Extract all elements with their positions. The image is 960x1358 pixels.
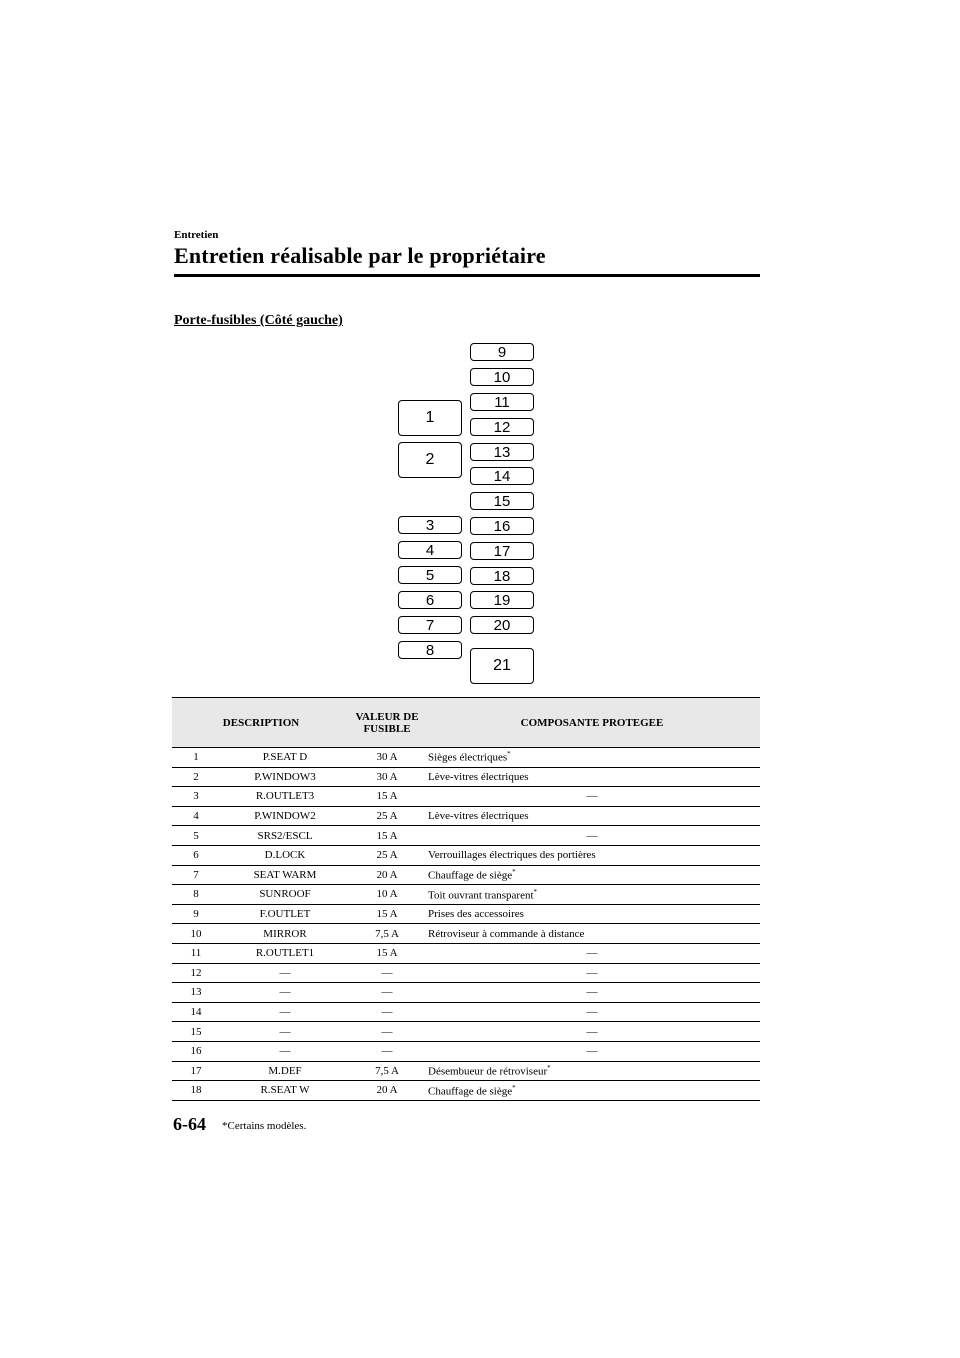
fuse-slot-6: 6 — [398, 591, 462, 609]
page-number: 6-64 — [173, 1114, 206, 1134]
table-row — [172, 963, 760, 983]
table-header-row — [172, 698, 760, 748]
fuse-value: 25 A — [350, 806, 424, 826]
fuse-value: 30 A — [350, 748, 424, 768]
fuse-slot-14: 14 — [470, 467, 534, 485]
page-title: Entretien réalisable par le propriétaire — [174, 243, 546, 268]
protected-component: Lève-vitres électriques — [424, 806, 760, 826]
section-label: Entretien — [174, 229, 219, 241]
fuse-description: R.SEAT W — [220, 1081, 350, 1101]
fuse-number: 12 — [172, 963, 220, 983]
fuse-slot-15: 15 — [470, 492, 534, 510]
fuse-table — [172, 697, 760, 1101]
footnote-asterisk: * — [512, 1083, 516, 1092]
fuse-number: 15 — [172, 1022, 220, 1042]
table-row — [172, 904, 760, 924]
protected-component: Prises des accessoires — [424, 904, 760, 924]
protected-component: Chauffage de siège* — [424, 865, 760, 885]
fuse-slot-16: 16 — [470, 517, 534, 535]
table-row — [172, 1061, 760, 1081]
fuse-slot-18: 18 — [470, 567, 534, 585]
fuse-value: — — [350, 1022, 424, 1042]
table-row — [172, 1022, 760, 1042]
fuse-number: 1 — [172, 748, 220, 768]
fuse-value: 15 A — [350, 787, 424, 807]
fuse-value: 20 A — [350, 865, 424, 885]
fuse-slot-10: 10 — [470, 368, 534, 386]
fuse-number: 9 — [172, 904, 220, 924]
fuse-description: — — [220, 963, 350, 983]
fuse-value: 15 A — [350, 904, 424, 924]
title-rule — [174, 274, 760, 277]
footnote: *Certains modèles. — [222, 1120, 307, 1132]
fuse-description: F.OUTLET — [220, 904, 350, 924]
fuse-slot-5: 5 — [398, 566, 462, 584]
fuse-slot-19: 19 — [470, 591, 534, 609]
fuse-number: 8 — [172, 885, 220, 905]
fuse-slot-4: 4 — [398, 541, 462, 559]
protected-component: Toit ouvrant transparent* — [424, 885, 760, 905]
protected-component: — — [424, 826, 760, 846]
fuse-slot-7: 7 — [398, 616, 462, 634]
fuse-description: — — [220, 1041, 350, 1061]
fuse-description: — — [220, 1002, 350, 1022]
fuse-number: 2 — [172, 767, 220, 787]
fuse-value: — — [350, 983, 424, 1003]
table-row — [172, 983, 760, 1003]
fuse-number: 11 — [172, 943, 220, 963]
fuse-description: SRS2/ESCL — [220, 826, 350, 846]
table-row — [172, 845, 760, 865]
fuse-slot-17: 17 — [470, 542, 534, 560]
header-description: DESCRIPTION — [172, 698, 350, 748]
fuse-slot-9: 9 — [470, 343, 534, 361]
fuse-description: R.OUTLET3 — [220, 787, 350, 807]
fuse-value: 7,5 A — [350, 924, 424, 944]
fuse-description: D.LOCK — [220, 845, 350, 865]
fuse-description: P.WINDOW3 — [220, 767, 350, 787]
fuse-number: 10 — [172, 924, 220, 944]
fuse-value: 10 A — [350, 885, 424, 905]
fuse-number: 5 — [172, 826, 220, 846]
fuse-description: SUNROOF — [220, 885, 350, 905]
fuse-value: 30 A — [350, 767, 424, 787]
table-row — [172, 787, 760, 807]
footnote-asterisk: * — [507, 750, 511, 759]
fuse-value: 20 A — [350, 1081, 424, 1101]
fuse-value: 15 A — [350, 826, 424, 846]
fuse-description: — — [220, 983, 350, 1003]
fuse-number: 14 — [172, 1002, 220, 1022]
table-row — [172, 1002, 760, 1022]
fuse-value: — — [350, 1002, 424, 1022]
protected-component: — — [424, 963, 760, 983]
fuse-value: 15 A — [350, 943, 424, 963]
fuse-value: — — [350, 1041, 424, 1061]
protected-component: Verrouillages électriques des portières — [424, 845, 760, 865]
fuse-number: 18 — [172, 1081, 220, 1101]
fuse-number: 16 — [172, 1041, 220, 1061]
fuse-description: SEAT WARM — [220, 865, 350, 885]
protected-component: — — [424, 983, 760, 1003]
fuse-description: MIRROR — [220, 924, 350, 944]
table-row — [172, 748, 760, 768]
fuse-slot-21: 21 — [470, 648, 534, 684]
table-row — [172, 826, 760, 846]
fuse-number: 7 — [172, 865, 220, 885]
protected-component: Chauffage de siège* — [424, 1081, 760, 1101]
fuse-slot-8: 8 — [398, 641, 462, 659]
table-row — [172, 885, 760, 905]
table-row — [172, 1041, 760, 1061]
fuse-slot-1: 1 — [398, 400, 462, 436]
fuse-number: 6 — [172, 845, 220, 865]
table-row — [172, 865, 760, 885]
fuse-description: R.OUTLET1 — [220, 943, 350, 963]
fuse-number: 13 — [172, 983, 220, 1003]
fuse-slot-13: 13 — [470, 443, 534, 461]
protected-component: — — [424, 943, 760, 963]
fuse-description: — — [220, 1022, 350, 1042]
fuse-slot-12: 12 — [470, 418, 534, 436]
fuse-number: 4 — [172, 806, 220, 826]
table-row — [172, 943, 760, 963]
footnote-asterisk: * — [547, 1063, 551, 1072]
fuse-description: P.WINDOW2 — [220, 806, 350, 826]
fuse-number: 17 — [172, 1061, 220, 1081]
protected-component: — — [424, 1041, 760, 1061]
table-row — [172, 1081, 760, 1101]
protected-component: — — [424, 1022, 760, 1042]
fuse-value: 25 A — [350, 845, 424, 865]
fuse-slot-11: 11 — [470, 393, 534, 411]
fuse-slot-3: 3 — [398, 516, 462, 534]
protected-component: Lève-vitres électriques — [424, 767, 760, 787]
header-composante: COMPOSANTE PROTEGEE — [424, 698, 760, 748]
protected-component: — — [424, 1002, 760, 1022]
fuse-number: 3 — [172, 787, 220, 807]
protected-component: — — [424, 787, 760, 807]
footnote-asterisk: * — [512, 868, 516, 877]
fuse-description: M.DEF — [220, 1061, 350, 1081]
fuse-slot-2: 2 — [398, 442, 462, 478]
protected-component: Rétroviseur à commande à distance — [424, 924, 760, 944]
footnote-asterisk: * — [533, 887, 538, 896]
fuse-slot-20: 20 — [470, 616, 534, 634]
table-row — [172, 806, 760, 826]
protected-component: Désembueur de rétroviseur* — [424, 1061, 760, 1081]
protected-component: Sièges électriques* — [424, 748, 760, 768]
fuse-value: 7,5 A — [350, 1061, 424, 1081]
diagram-heading: Porte-fusibles (Côté gauche) — [174, 313, 343, 328]
header-valeur: VALEUR DE FUSIBLE — [350, 698, 424, 748]
fuse-value: — — [350, 963, 424, 983]
table-row — [172, 767, 760, 787]
fuse-description: P.SEAT D — [220, 748, 350, 768]
table-row — [172, 924, 760, 944]
